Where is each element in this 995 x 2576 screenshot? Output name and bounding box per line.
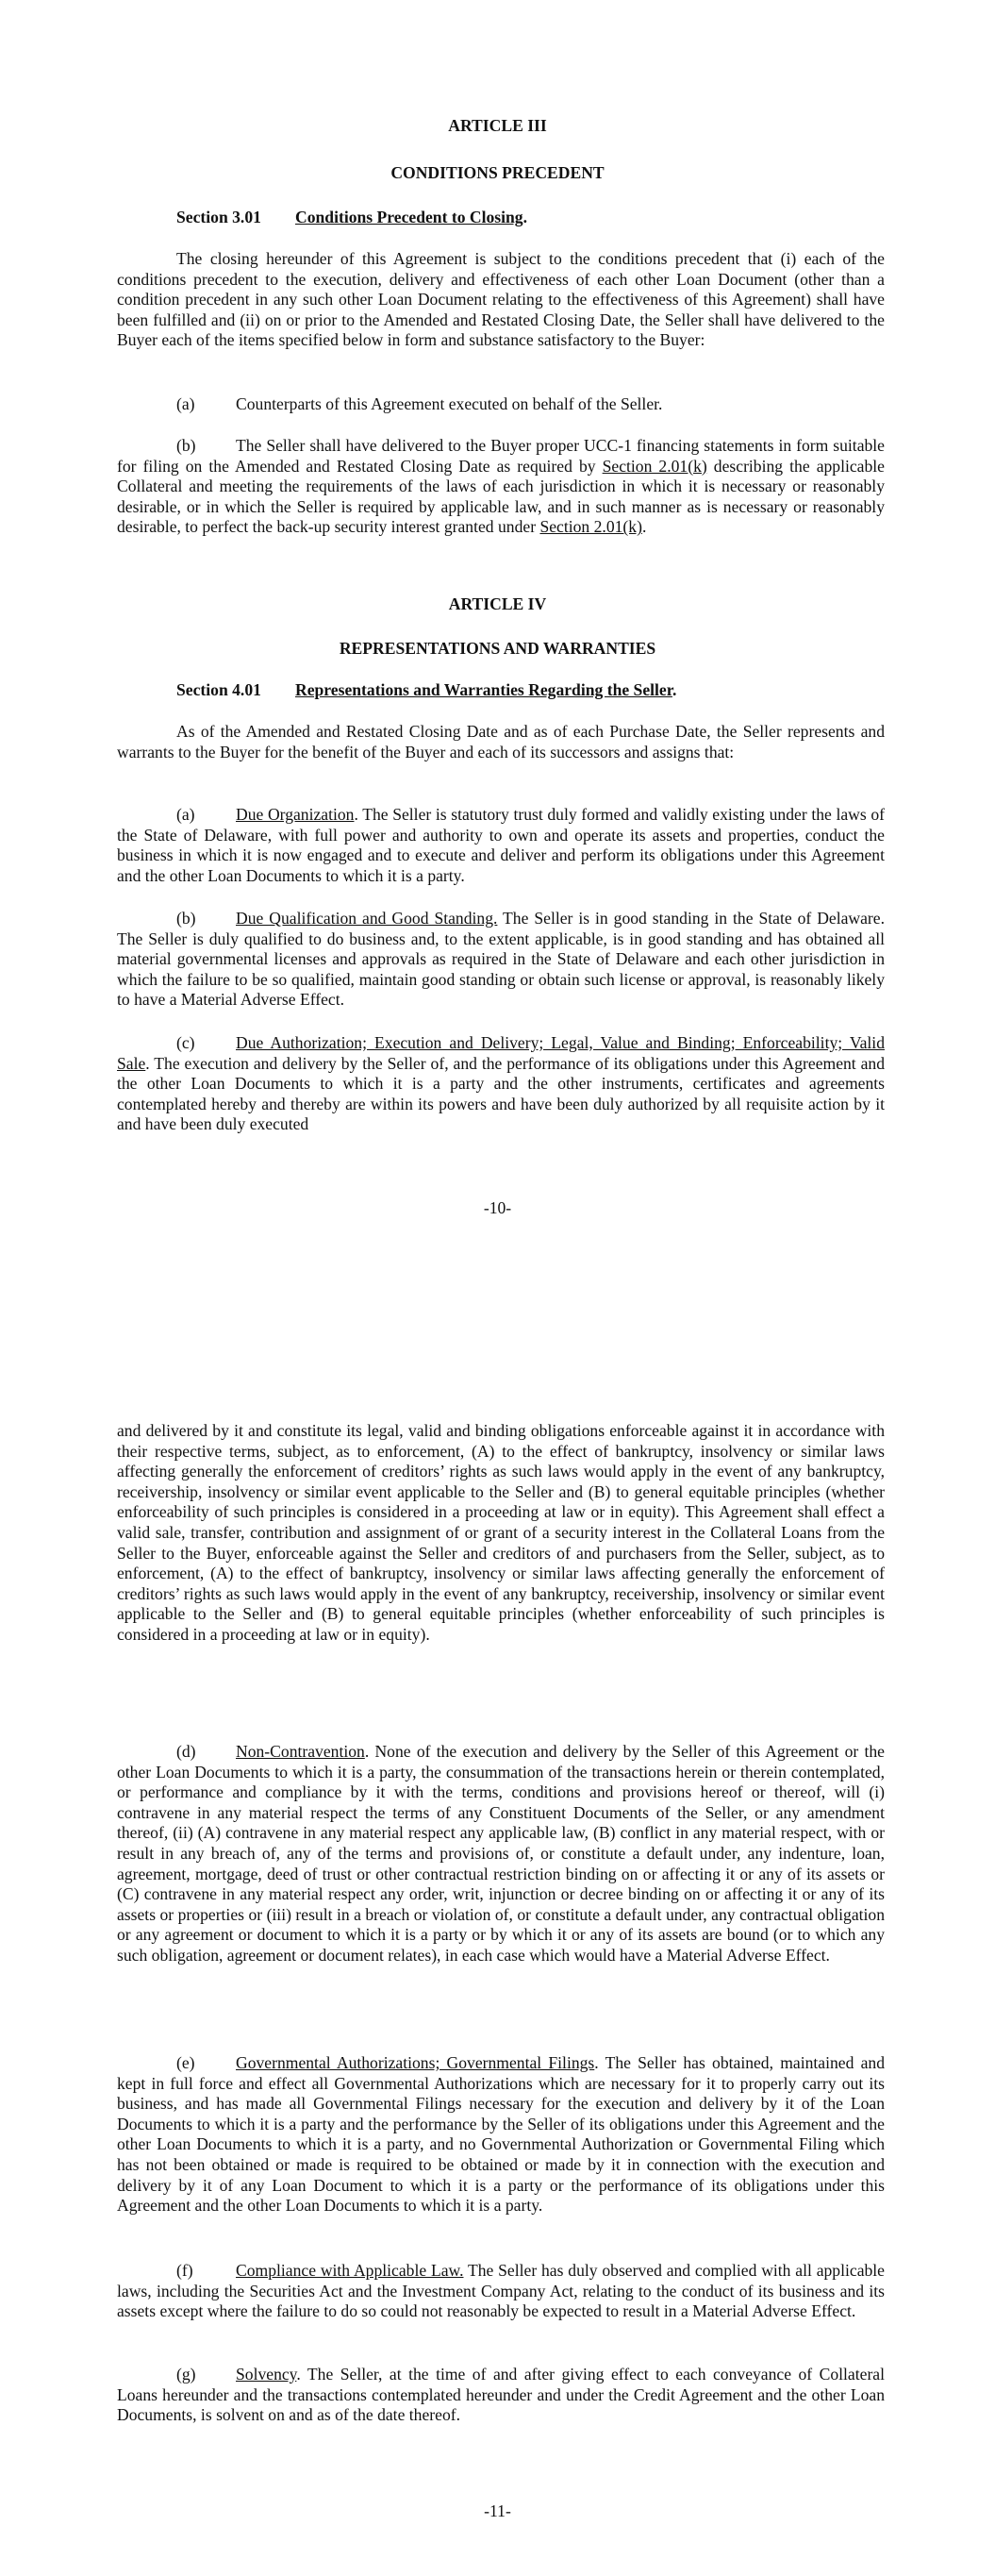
- solvency-text: . The Seller, at the time of and after giving effect to each conveyance of Collateral Loans hereunder and the transactions contemplated hereunder and under the Credit Agreement and the other Loan Documents, is solvent on and as of the date thereof.: [117, 2365, 885, 2425]
- section-4-01-number: Section 4.01: [176, 680, 261, 699]
- section-4-01-item-d: [117, 1742, 885, 1966]
- article-iv-subtitle: REPRESENTATIONS AND WARRANTIES: [339, 639, 656, 658]
- section-2-01-k-reference: Section 2.01(k): [602, 456, 707, 476]
- section-3-01-intro: The closing hereunder of this Agreement is subject to the conditions precedent that (i) each of the conditions precedent to the execution, delivery and effectiveness of each other Loan Document (other than a condition precedent in any such other Loan Document relating to the effectiveness of this Agreement) shall have been fulfilled and (ii) on or prior to the Amended and Restated Closing Date, the Seller shall have delivered to the Buyer each of the items specified below in form and substance satisfactory to the Buyer:: [117, 249, 885, 350]
- section-3-01-item-b: [117, 436, 885, 538]
- article-iii-subtitle: CONDITIONS PRECEDENT: [390, 163, 605, 182]
- due-organization-text: . The Seller is statutory trust duly formed and validly existing under the laws of the State of Delaware, with full power and authority to own and operate its assets and properties, conduct the business in which it is now engaged and to execute and deliver and perform its obligations under this Agreement and the other Loan Documents to which it is a party.: [117, 805, 885, 885]
- article-iv-title: ARTICLE IV: [448, 594, 547, 613]
- section-4-01-title: Representations and Warranties Regarding the Seller: [295, 680, 672, 699]
- governmental-authorizations-text: . The Seller has obtained, maintained and kept in full force and effect all Governmental Authorizations which are necessary for it to properly carry out its business, and has made all Governmental Filings necessary for the execution and delivery by it of the Loan Documents to which it is a party and the performance by the Seller of its obligations under this Agreement and the other Loan Documents to which it is a party, and no Governmental Authorization or Governmental Filing which has not been obtained or made is required to be obtained or made by it in connection with the execution and delivery by it of any Loan Document to which it is a party or the performance of its obligations under this Agreement and the other Loan Documents to which it is a party.: [117, 2053, 885, 2216]
- section-4-01-item-a: [117, 805, 885, 886]
- section-4-01-item-b: [117, 909, 885, 1011]
- non-contravention-title: Non-Contravention: [236, 1742, 365, 1761]
- due-authorization-text: . The execution and delivery by the Seller of, and the performance of its obligations under this Agreement and the other Loan Documents to which it is a party and the other instruments, certificates and agreements contemplated hereby and thereby are within its powers and have been duly authorized by all requisite action by it and have been duly executed: [117, 1053, 885, 1134]
- item-c-continued: and delivered by it and constitute its legal, valid and binding obligations enforceable against it in accordance with their respective terms, subject, as to enforcement, (A) to the effect of bankruptcy, insolvency or similar laws affecting generally the enforcement of creditors’ rights as such laws would apply in the event of any bankruptcy, receivership, insolvency or similar event applicable to the Seller and (B) to general equitable principles (whether enforceability of such principles is considered in a proceeding at law or in equity). This Agreement shall effect a valid sale, transfer, contribution and assignment of or grant of a security interest in the Collateral Loans from the Seller to the Buyer, enforceable against the Seller and creditors of and purchasers from the Seller, subject, as to enforcement, (A) to the effect of bankruptcy, insolvency or similar laws affecting generally the enforcement of creditors’ rights as such laws would apply in the event of any bankruptcy, receivership, insolvency or similar event applicable to the Seller and (B) to general equitable principles (whether enforceability of such principles is considered in a proceeding at law or in equity).: [117, 1421, 885, 1644]
- due-authorization-title: Due Authorization; Execution and Delivery; Legal, Value and Binding; Enforceability; Valid Sale: [117, 1033, 885, 1073]
- item-a-text: Counterparts of this Agreement executed on behalf of the Seller.: [236, 394, 663, 413]
- section-4-01-item-c: [117, 1033, 885, 1135]
- section-4-01-item-g: [117, 2365, 885, 2426]
- due-qualification-text: The Seller is in good standing in the State of Delaware. The Seller is duly qualified to do business and, to the extent applicable, is in good standing and has obtained all material governmental licenses and approvals as required in the State of Delaware and each other jurisdiction in which the failure to be so qualified, maintain good standing or obtain such license or approval, is reasonably likely to have a Material Adverse Effect.: [117, 909, 885, 1010]
- item-g-label: (g): [176, 2365, 196, 2384]
- item-b-label: (b): [176, 436, 196, 455]
- section-3-01-number: Section 3.01: [176, 208, 261, 226]
- section-4-01-intro: As of the Amended and Restated Closing Date and as of each Purchase Date, the Seller represents and warrants to the Buyer for the benefit of the Buyer and each of its successors and assigns that:: [117, 722, 885, 761]
- compliance-text: The Seller has duly observed and complied with all applicable laws, including the Securities Act and the Investment Company Act, relating to the conduct of its business and its assets except where the failure to do so could not reasonably be expected to result in a Material Adverse Effect.: [117, 2261, 885, 2321]
- item-e-label: (e): [176, 2053, 195, 2072]
- item-a-label: (a): [176, 394, 195, 413]
- item-b-text-part2: describing the applicable Collateral and meeting the requirements of the laws of each jurisdiction in which it is necessary or reasonably desirable, or in which the Seller is required by applicable law, and in such manner as is necessary or reasonably desirable, to perfect the back-up security interest granted under: [117, 456, 885, 537]
- due-qualification-title: Due Qualification and Good Standing.: [236, 909, 498, 928]
- page-number: -10-: [483, 1198, 512, 1217]
- due-organization-title: Due Organization: [236, 805, 355, 824]
- item-d-label: (d): [176, 1742, 196, 1761]
- section-3-01-heading: Section 3.01 Conditions Precedent to Closing.: [176, 208, 528, 226]
- article-iii-title: ARTICLE III: [448, 116, 547, 135]
- solvency-title: Solvency: [236, 2365, 297, 2384]
- section-4-01-item-e: [117, 2053, 885, 2216]
- item-a-label: (a): [176, 805, 195, 824]
- governmental-authorizations-title: Governmental Authorizations; Governmental Filings: [236, 2053, 595, 2072]
- item-b-text-part1: The Seller shall have delivered to the Buyer proper UCC-1 financing statements in form suitable for filing on the Amended and Restated Closing Date as required by: [117, 436, 885, 476]
- page-number: -11-: [484, 2501, 511, 2520]
- item-b-label: (b): [176, 909, 196, 928]
- section-4-01-heading: Section 4.01 Representations and Warranties Regarding the Seller.: [176, 680, 677, 699]
- item-b-text-part3: .: [641, 517, 647, 537]
- document-page-11: [0, 1288, 995, 2576]
- section-2-01-k-reference: Section 2.01(k): [539, 517, 642, 537]
- item-f-label: (f): [176, 2261, 193, 2280]
- section-3-01-title: Conditions Precedent to Closing: [295, 208, 523, 226]
- section-3-01-item-a: [117, 394, 885, 415]
- item-c-label: (c): [176, 1033, 195, 1052]
- non-contravention-text: . None of the execution and delivery by the Seller of this Agreement or the other Loan Documents to which it is a party, the consummation of the transactions herein or therein contemplated, or performance and compliance by it with the terms, conditions and provisions hereof or thereof, will (i) contravene in any material respect the terms of any Constituent Documents of the Seller, or any amendment thereof, (ii) (A) contravene in any material respect any applicable law, (B) conflict in any material respect, with or result in any breach of, any of the terms and provisions of, or constitute a default under, any indenture, loan, agreement, mortgage, deed of trust or other contractual restriction binding on or affecting it or any of its assets or (C) contravene in any material respect any order, writ, injunction or decree binding on or affecting it or any of its assets or properties or (iii) result in a breach or violation of, or constitute a default under, any contractual obligation or any agreement or document to which it is a party or by which it or any of its assets are bound (or to which any such obligation, agreement or document relates), in each case which would have a Material Adverse Effect.: [117, 1742, 885, 1965]
- compliance-title: Compliance with Applicable Law.: [236, 2261, 464, 2280]
- section-4-01-item-f: [117, 2261, 885, 2322]
